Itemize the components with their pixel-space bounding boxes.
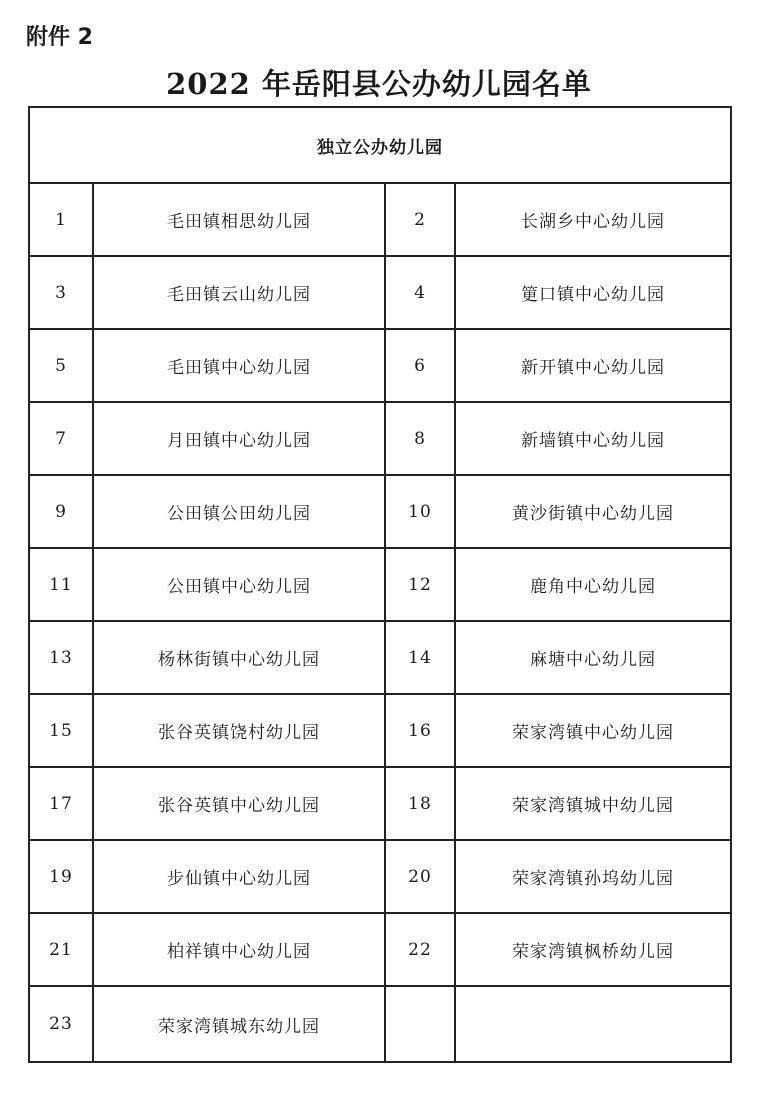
left-number: 1 — [29, 183, 93, 256]
right-kindergarten-name: 筻口镇中心幼儿园 — [455, 256, 731, 329]
right-kindergarten-name: 长湖乡中心幼儿园 — [455, 183, 731, 256]
left-kindergarten-name: 公田镇公田幼儿园 — [93, 475, 385, 548]
left-kindergarten-name: 张谷英镇饶村幼儿园 — [93, 694, 385, 767]
right-kindergarten-name: 荣家湾镇孙坞幼儿园 — [455, 840, 731, 913]
right-kindergarten-name: 麻塘中心幼儿园 — [455, 621, 731, 694]
right-number — [385, 986, 455, 1062]
left-kindergarten-name: 柏祥镇中心幼儿园 — [93, 913, 385, 986]
table-row — [29, 694, 731, 767]
right-number: 8 — [385, 402, 455, 475]
right-number: 18 — [385, 767, 455, 840]
right-number: 16 — [385, 694, 455, 767]
left-number: 5 — [29, 329, 93, 402]
section-header-row — [29, 107, 731, 183]
right-kindergarten-name: 新墙镇中心幼儿园 — [455, 402, 731, 475]
table-row — [29, 183, 731, 256]
right-kindergarten-name: 荣家湾镇中心幼儿园 — [455, 694, 731, 767]
left-kindergarten-name: 公田镇中心幼儿园 — [93, 548, 385, 621]
table-row — [29, 256, 731, 329]
table-row — [29, 475, 731, 548]
section-header: 独立公办幼儿园 — [29, 107, 731, 183]
right-kindergarten-name: 荣家湾镇枫桥幼儿园 — [455, 913, 731, 986]
left-number: 23 — [29, 986, 93, 1062]
right-kindergarten-name: 黄沙街镇中心幼儿园 — [455, 475, 731, 548]
right-number: 20 — [385, 840, 455, 913]
right-number: 12 — [385, 548, 455, 621]
left-kindergarten-name: 张谷英镇中心幼儿园 — [93, 767, 385, 840]
table-row — [29, 548, 731, 621]
table-row — [29, 767, 731, 840]
left-kindergarten-name: 毛田镇相思幼儿园 — [93, 183, 385, 256]
left-number: 3 — [29, 256, 93, 329]
left-kindergarten-name: 杨林街镇中心幼儿园 — [93, 621, 385, 694]
left-number: 15 — [29, 694, 93, 767]
left-kindergarten-name: 荣家湾镇城东幼儿园 — [93, 986, 385, 1062]
left-number: 21 — [29, 913, 93, 986]
left-number: 13 — [29, 621, 93, 694]
table-row — [29, 329, 731, 402]
left-kindergarten-name: 步仙镇中心幼儿园 — [93, 840, 385, 913]
document-title: 2022 年岳阳县公办幼儿园名单 — [166, 67, 592, 101]
left-number: 17 — [29, 767, 93, 840]
attachment-label: 附件 2 — [26, 25, 93, 50]
table-row — [29, 913, 731, 986]
table-row — [29, 402, 731, 475]
left-number: 7 — [29, 402, 93, 475]
left-kindergarten-name: 毛田镇云山幼儿园 — [93, 256, 385, 329]
table-row — [29, 621, 731, 694]
right-kindergarten-name: 鹿角中心幼儿园 — [455, 548, 731, 621]
right-kindergarten-name: 新开镇中心幼儿园 — [455, 329, 731, 402]
right-kindergarten-name — [455, 986, 731, 1062]
table-row — [29, 986, 731, 1062]
right-kindergarten-name: 荣家湾镇城中幼儿园 — [455, 767, 731, 840]
left-number: 9 — [29, 475, 93, 548]
right-number: 10 — [385, 475, 455, 548]
right-number: 6 — [385, 329, 455, 402]
left-kindergarten-name: 月田镇中心幼儿园 — [93, 402, 385, 475]
right-number: 22 — [385, 913, 455, 986]
left-number: 11 — [29, 548, 93, 621]
right-number: 14 — [385, 621, 455, 694]
kindergarten-table — [28, 106, 732, 1063]
right-number: 4 — [385, 256, 455, 329]
right-number: 2 — [385, 183, 455, 256]
left-number: 19 — [29, 840, 93, 913]
table-row — [29, 840, 731, 913]
left-kindergarten-name: 毛田镇中心幼儿园 — [93, 329, 385, 402]
